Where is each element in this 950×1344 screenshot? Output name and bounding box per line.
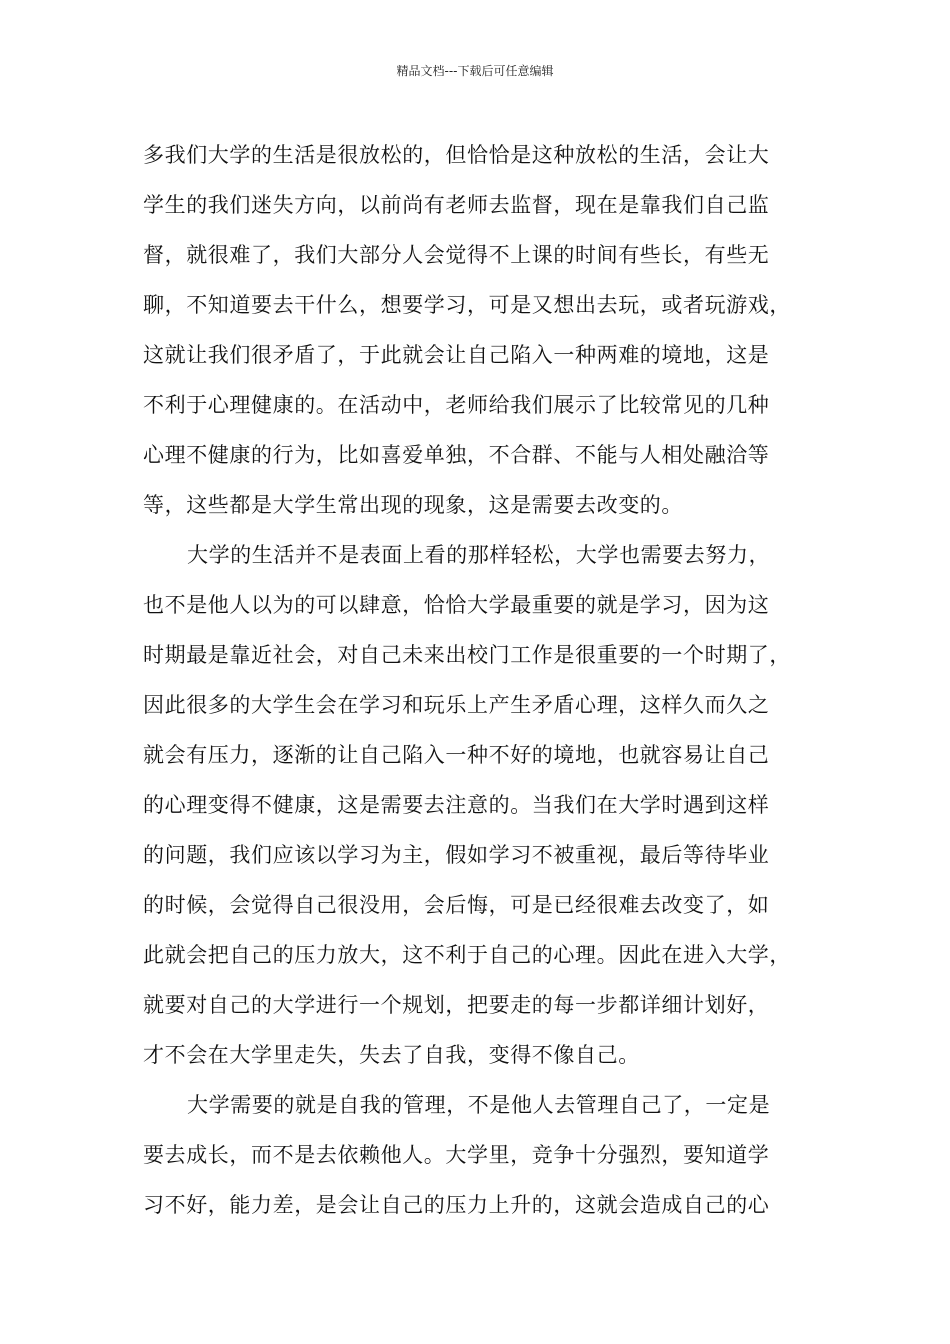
text-line: 不利于心理健康的。在活动中，老师给我们展示了比较常见的几种: [143, 393, 770, 417]
text-line: 就会有压力，逐渐的让自己陷入一种不好的境地，也就容易让自己: [143, 743, 770, 767]
text-line: 这就让我们很矛盾了，于此就会让自己陷入一种两难的境地，这是: [143, 343, 770, 367]
text-line: 因此很多的大学生会在学习和玩乐上产生矛盾心理，这样久而久之: [143, 693, 770, 717]
text-line: 时期最是靠近社会，对自己未来出校门工作是很重要的一个时期了，: [143, 643, 791, 667]
text-line: 聊，不知道要去干什么，想要学习，可是又想出去玩，或者玩游戏，: [143, 293, 791, 317]
paragraph-2: [143, 530, 823, 1080]
paragraph-3: [143, 1080, 823, 1230]
text-line: 就要对自己的大学进行一个规划，把要走的每一步都详细计划好，: [143, 993, 770, 1017]
text-line: 多我们大学的生活是很放松的，但恰恰是这种放松的生活，会让大: [143, 143, 770, 167]
text-line: 习不好，能力差，是会让自己的压力上升的，这就会造成自己的心: [143, 1193, 770, 1217]
text-line: 心理不健康的行为，比如喜爱单独，不合群、不能与人相处融洽等: [143, 443, 770, 467]
text-line: 此就会把自己的压力放大，这不利于自己的心理。因此在进入大学，: [143, 943, 791, 967]
text-line: 才不会在大学里走失，失去了自我，变得不像自己。: [143, 1043, 640, 1067]
page-header: 精品文档---下载后可任意编辑: [396, 64, 554, 78]
document-body: [143, 130, 823, 1230]
paragraph-1: [143, 130, 823, 530]
text-line: 也不是他人以为的可以肆意，恰恰大学最重要的就是学习，因为这: [143, 593, 770, 617]
text-line: 的心理变得不健康，这是需要去注意的。当我们在大学时遇到这样: [143, 793, 770, 817]
text-line: 等，这些都是大学生常出现的现象，这是需要去改变的。: [143, 493, 683, 517]
text-line: 学生的我们迷失方向，以前尚有老师去监督，现在是靠我们自己监: [143, 193, 770, 217]
text-line: 大学的生活并不是表面上看的那样轻松，大学也需要去努力，: [187, 543, 771, 567]
text-line: 的时候，会觉得自己很没用，会后悔，可是已经很难去改变了，如: [143, 893, 770, 917]
text-line: 大学需要的就是自我的管理，不是他人去管理自己了，一定是: [187, 1093, 771, 1117]
text-line: 的问题，我们应该以学习为主，假如学习不被重视，最后等待毕业: [143, 843, 770, 867]
text-line: 督，就很难了，我们大部分人会觉得不上课的时间有些长，有些无: [143, 243, 770, 267]
text-line: 要去成长，而不是去依赖他人。大学里，竞争十分强烈，要知道学: [143, 1143, 770, 1167]
